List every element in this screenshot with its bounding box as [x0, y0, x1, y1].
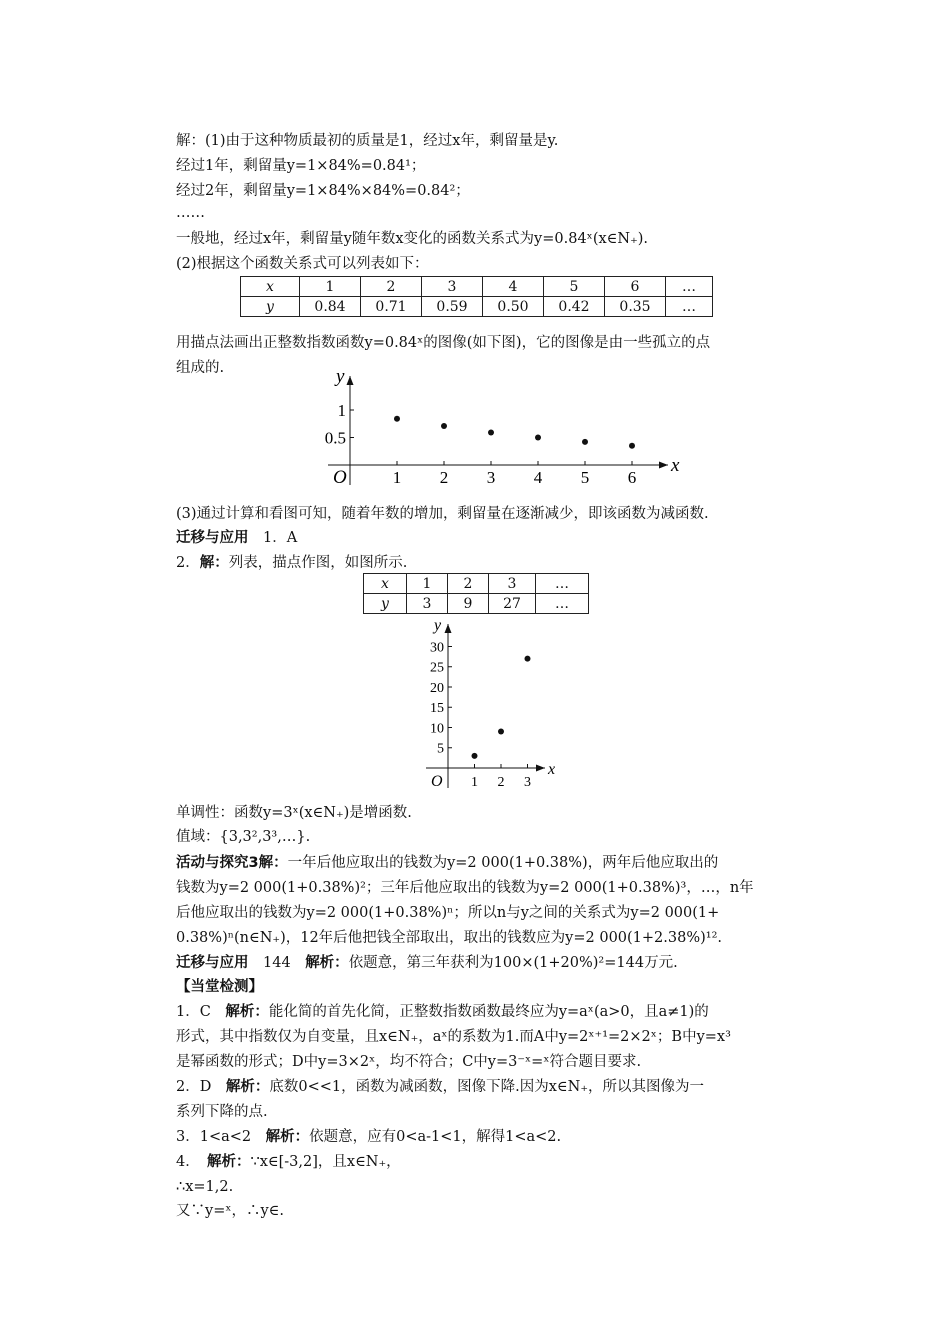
analysis-label: 解析： [225, 1079, 270, 1095]
line-4: …… [176, 205, 205, 221]
y-tick-label: 10 [430, 721, 444, 737]
data-point [394, 416, 400, 422]
table-cell: 6 [605, 277, 666, 297]
table-1 [240, 276, 713, 317]
line-13: 值域：{3,3²,3³,…}. [176, 829, 311, 845]
table-cell: y [364, 594, 407, 614]
line-24: 系列下降的点. [176, 1104, 268, 1120]
line-18 [176, 953, 678, 973]
line-23 [176, 1077, 704, 1097]
line-1 [176, 131, 558, 151]
y-axis-arrow [347, 376, 354, 385]
analysis-label: 解析： [305, 955, 349, 971]
solution-text: 解：(1)由于这种物质最初的质量是1，经过x年，剩留量是y. [176, 133, 559, 149]
x-axis-arrow [659, 462, 668, 469]
table-cell: x [241, 277, 300, 297]
y-axis-arrow [445, 624, 452, 633]
y-axis-label: y [434, 617, 442, 634]
data-point [498, 729, 504, 735]
x-axis-arrow [536, 765, 545, 772]
table-cell: 27 [489, 594, 536, 614]
data-point [472, 753, 478, 759]
table-cell: 0.50 [483, 297, 544, 317]
section-heading: 迁移与应用 [176, 530, 249, 546]
y-tick-label: 5 [437, 741, 444, 757]
data-point [582, 439, 588, 445]
line-22: 是幂函数的形式；D中y=3×2ˣ，均不符合；C中y=3⁻ˣ=ˣ符合题目要求. [176, 1054, 642, 1070]
data-point [525, 656, 531, 662]
table-cell: 0.71 [361, 297, 422, 317]
data-point [535, 435, 541, 441]
x-axis-label: x [671, 455, 680, 476]
solution-label: 解： [199, 555, 229, 571]
table-row [364, 574, 589, 594]
table-cell: 0.35 [605, 297, 666, 317]
line-12: 单调性：函数y=3ˣ(x∈N₊)是增函数. [176, 805, 412, 821]
x-axis-label: x [548, 761, 556, 778]
data-point [441, 423, 447, 429]
line-7: 用描点法画出正整数指数函数y=0.84ˣ的图像(如下图)，它的图像是由一些孤立的点 [176, 335, 711, 351]
table-cell: 0.59 [422, 297, 483, 317]
table-cell: 3 [407, 594, 448, 614]
data-point [488, 430, 494, 436]
analysis-label: 解析： [265, 1129, 310, 1145]
solution-text: 一年后他应取出的钱数为y=2 000(1+0.38%)，两年后他应取出的 [287, 855, 719, 871]
table-cell: 0.84 [300, 297, 361, 317]
line-21: 形式，其中指数仅为自变量，且x∈N₊，aˣ的系数为1.而A中y=2ˣ⁺¹=2×2ˣ；B中y=x³ [176, 1029, 731, 1045]
table-cell: 9 [448, 594, 489, 614]
line-5: 一般地，经过x年，剩留量y随年数x变化的函数关系式为y=0.84ˣ(x∈N₊). [176, 231, 648, 247]
table-2 [363, 573, 589, 614]
y-tick-label: 1 [337, 400, 346, 420]
table-cell: y [241, 297, 300, 317]
x-tick-label: 2 [497, 775, 505, 790]
answer-text: 1．C [176, 1004, 226, 1020]
x-tick-label: 2 [439, 468, 449, 487]
line-26 [176, 1152, 401, 1172]
line-28: 又∵y=ˣ，∴y∈. [176, 1203, 285, 1219]
line-8: 组成的. [176, 360, 225, 376]
table-cell: 2 [448, 574, 489, 594]
origin-label: O [333, 467, 347, 488]
x-tick-label: 1 [392, 468, 402, 487]
table-cell: 1 [407, 574, 448, 594]
data-point [629, 443, 635, 449]
line-19 [176, 977, 263, 997]
line-10 [176, 528, 297, 548]
analysis-text: 能化简的首先化简，正整数指数函数最终应为y=aˣ(a>0，且a≠1)的 [268, 1004, 709, 1020]
answer-text: 144 [248, 955, 306, 971]
analysis-text: 底数0<<1，函数为减函数，图像下降.因为x∈N₊，所以其图像为一 [269, 1079, 704, 1095]
analysis-text: 依题意，应有0<a-1<1，解得1<a<2. [309, 1129, 562, 1145]
table-cell: … [666, 277, 713, 297]
table-cell: x [364, 574, 407, 594]
x-tick-label: 6 [627, 468, 637, 487]
analysis-text: ∵x∈[-3,2]，且x∈N₊， [250, 1154, 401, 1170]
table-cell: 1 [300, 277, 361, 297]
analysis-label: 解析： [206, 1154, 251, 1170]
section-heading: 迁移与应用 [176, 955, 249, 971]
solution-text: 列表，描点作图，如图所示. [228, 555, 408, 571]
analysis-text: 依题意，第三年获利为100×(1+20%)²=144万元. [348, 955, 678, 971]
y-axis-label: y [336, 368, 345, 387]
section-heading: 活动与探究3解： [176, 855, 288, 871]
y-tick-label: 30 [430, 640, 444, 656]
answer-text: 3．1<a<2 [176, 1129, 266, 1145]
scatter-chart-1 [310, 368, 680, 493]
x-tick-label: 3 [486, 468, 496, 487]
scatter-chart-2 [415, 616, 575, 796]
line-14 [176, 853, 718, 873]
table-cell: 2 [361, 277, 422, 297]
line-9: (3)通过计算和看图可知，随着年数的增加，剩留量在逐渐减少，即该函数为减函数. [176, 506, 709, 522]
y-tick-label: 15 [430, 701, 444, 717]
table-cell: 3 [422, 277, 483, 297]
table-cell: 3 [489, 574, 536, 594]
line-17: 0.38%)ⁿ(n∈N₊)，12年后他把钱全部取出，取出的钱数应为y=2 000(1+2.38%)¹². [176, 930, 723, 946]
y-tick-label: 25 [430, 660, 444, 676]
line-2: 经过1年，剩留量y=1×84%=0.84¹； [176, 158, 426, 174]
table-row [364, 594, 589, 614]
line-6: (2)根据这个函数关系式可以列表如下： [176, 256, 429, 272]
table-cell: … [536, 574, 589, 594]
table-row [241, 277, 713, 297]
section-heading: 【当堂检测】 [176, 979, 263, 995]
line-20 [176, 1002, 709, 1022]
table-cell: … [666, 297, 713, 317]
table-cell: 5 [544, 277, 605, 297]
x-tick-label: 1 [471, 775, 478, 790]
x-tick-label: 3 [524, 775, 531, 790]
line-15: 钱数为y=2 000(1+0.38%)²；三年后他应取出的钱数为y=2 000(1+0.38%)³，…，n年 [176, 880, 754, 896]
analysis-label: 解析： [225, 1004, 269, 1020]
x-tick-label: 4 [533, 468, 543, 487]
y-tick-label: 0.5 [324, 428, 346, 448]
table-cell: 0.42 [544, 297, 605, 317]
line-11 [176, 553, 407, 573]
answer-text: 4． [176, 1154, 207, 1170]
y-tick-label: 20 [430, 680, 444, 696]
answer-text: 2．D [176, 1079, 226, 1095]
line-27: ∴x=1,2. [176, 1179, 234, 1195]
item-number: 2． [176, 555, 200, 571]
table-row [241, 297, 713, 317]
line-3: 经过2年，剩留量y=1×84%×84%=0.84²； [176, 183, 470, 199]
line-16: 后他应取出的钱数为y=2 000(1+0.38%)ⁿ；所以n与y之间的关系式为y=2 000(1+ [176, 905, 720, 921]
answer-text: 1．A [248, 530, 298, 546]
line-25 [176, 1127, 561, 1147]
table-cell: … [536, 594, 589, 614]
x-tick-label: 5 [580, 468, 590, 487]
table-cell: 4 [483, 277, 544, 297]
origin-label: O [431, 773, 443, 790]
